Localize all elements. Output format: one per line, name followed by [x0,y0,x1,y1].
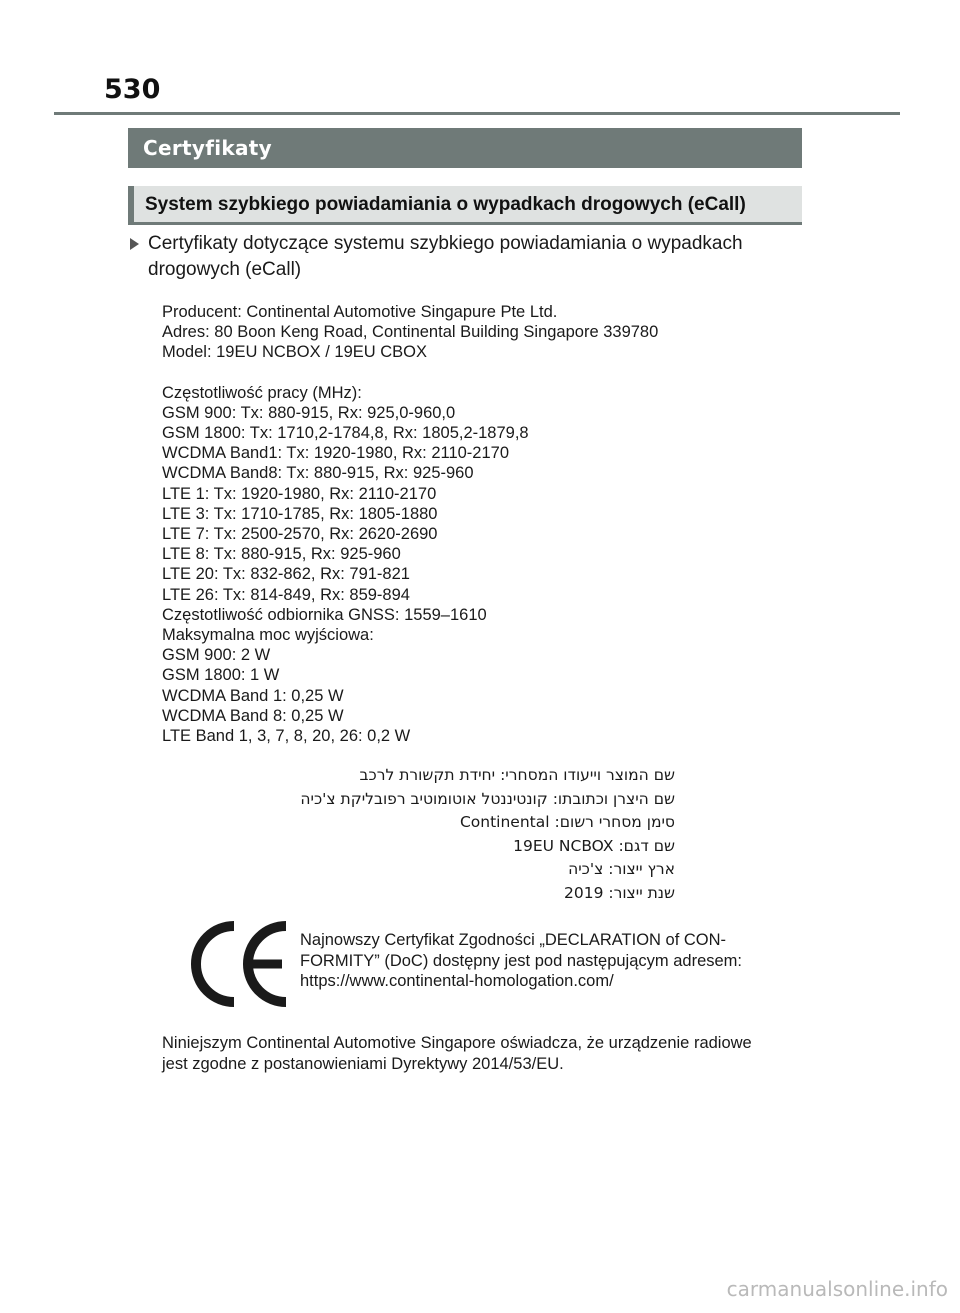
frequency-line: LTE 26: Tx: 814-849, Rx: 859-894 [162,585,410,604]
power-line: LTE Band 1, 3, 7, 8, 20, 26: 0,2 W [162,727,411,746]
hebrew-product-info [250,764,675,906]
declaration-line: jest zgodne z postanowieniami Dyrektywy 2014/53/EU. [162,1054,564,1073]
power-heading: Maksymalna moc wyjściowa: [162,626,374,645]
manufacturer-line: Producent: Continental Automotive Singapure Pte Ltd. [162,303,558,321]
intro-text: Certyfikaty dotyczące systemu szybkiego powiadamiania o wypadkach drogowych (eCall) [148,233,743,280]
watermark: carmanualsonline.info [726,1277,948,1301]
section-title: Certyfikaty [128,128,802,168]
address-line: Adres: 80 Boon Keng Road, Continental Building Singapore 339780 [162,323,659,342]
hebrew-line: שם היצרן וכתובתו: קונטיננטל אוטומוטיב רפובליקת צ'כיה [300,789,675,808]
power-line: GSM 900: 2 W [162,646,271,665]
doc-line: FORMITY” (DoC) dostępny jest pod następującym adresem: [300,951,742,970]
power-line: GSM 1800: 1 W [162,666,280,685]
frequency-line: LTE 20: Tx: 832-862, Rx: 791-821 [162,565,410,584]
triangle-bullet-icon [130,238,139,250]
top-divider [54,112,900,115]
doc-line: Najnowszy Certyfikat Zgodności „DECLARATION of CON- [300,931,727,949]
frequency-line: LTE 3: Tx: 1710-1785, Rx: 1805-1880 [162,504,438,523]
doc-url-line: https://www.continental-homologation.com/ [300,972,614,990]
hebrew-line: סימן מסחרי רשום: Continental [459,813,675,832]
declaration-line: Niniejszym Continental Automotive Singapore oświadcza, że urządzenie radiowe [162,1034,752,1052]
hebrew-line: שנת ייצור: 2019 [563,883,675,902]
power-line: WCDMA Band 8: 0,25 W [162,706,344,725]
frequency-line: LTE 1: Tx: 1920-1980, Rx: 2110-2170 [162,484,437,503]
hebrew-line: שם דגם: 19EU NCBOX [513,836,675,855]
hebrew-line: שם המוצר וייעודו המסחרי: יחידת תקשורת לרכב [359,766,675,784]
conformity-declaration [162,1033,802,1074]
hebrew-line: ארץ ייצור: צ'כיה [568,860,675,879]
ce-mark-icon [190,918,290,1010]
spacer [162,363,802,383]
frequency-line: LTE 7: Tx: 2500-2570, Rx: 2620-2690 [162,525,438,544]
frequency-line: GSM 900: Tx: 880-915, Rx: 925,0-960,0 [162,403,456,422]
model-line: Model: 19EU NCBOX / 19EU CBOX [162,343,428,362]
power-line: WCDMA Band 1: 0,25 W [162,686,344,705]
certificate-details [162,302,802,746]
frequency-line: LTE 8: Tx: 880-915, Rx: 925-960 [162,545,401,564]
frequency-line: WCDMA Band1: Tx: 1920-1980, Rx: 2110-2170 [162,444,509,463]
gnss-line: Częstotliwość odbiornika GNSS: 1559–1610 [162,605,487,624]
frequency-heading: Częstotliwość pracy (MHz): [162,383,362,402]
frequency-line: WCDMA Band8: Tx: 880-915, Rx: 925-960 [162,464,474,483]
subsection-title: System szybkiego powiadamiania o wypadkach drogowych (eCall) [128,186,802,225]
intro-paragraph [128,231,808,283]
frequency-line: GSM 1800: Tx: 1710,2-1784,8, Rx: 1805,2-1879,8 [162,424,529,443]
doc-availability-text [300,930,800,992]
page-number: 530 [104,74,161,105]
